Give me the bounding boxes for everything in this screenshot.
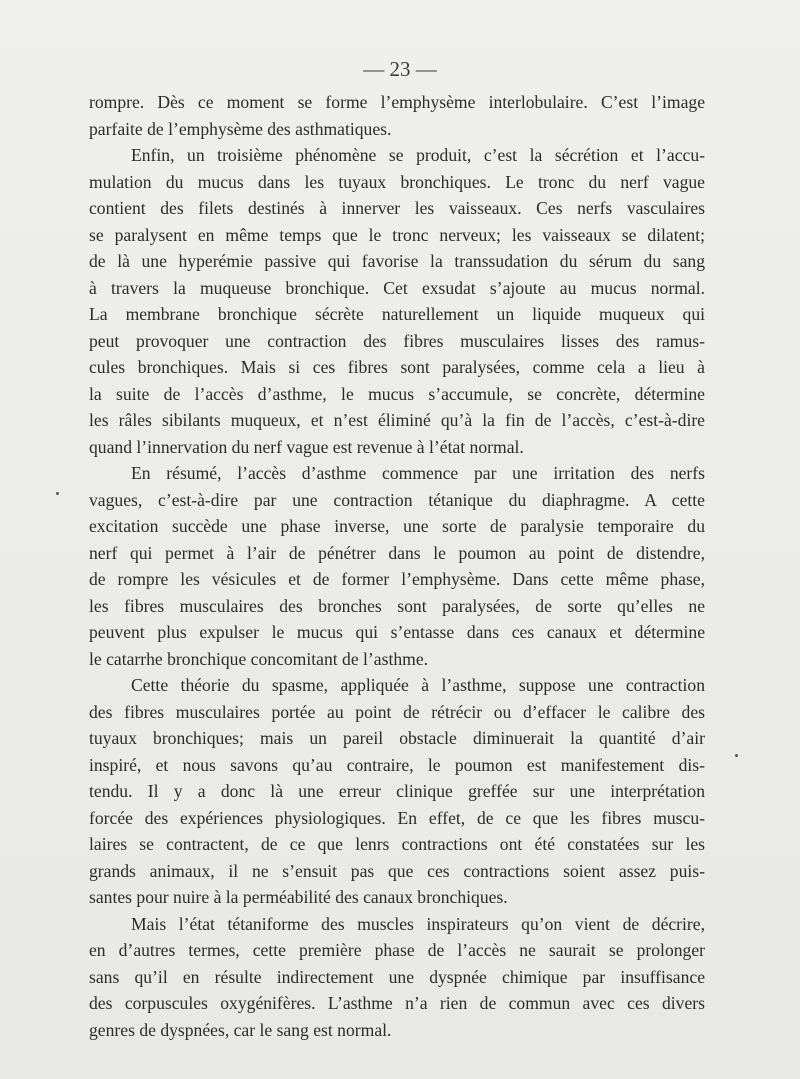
text-line: santes pour nuire à la perméabilité des canaux bronchiques. [89,887,508,907]
text-line: En résumé, l’accès d’asthme commence par une irritation des nerfs [131,463,705,483]
body-text [89,89,705,1043]
text-line: laires se contractent, de ce que lenrs contractions ont été constatées sur les [89,834,705,854]
text-line: à travers la muqueuse bronchique. Cet exsudat s’ajoute au mucus normal. [89,277,705,298]
text-line: des corpuscules oxygénifères. L’asthme n’a rien de commun avec ces divers [89,993,705,1013]
text-line: Mais l’état tétaniforme des muscles inspirateurs qu’on vient de décrire, [131,913,705,934]
text-line: excitation succède une phase inverse, une sorte de paralysie temporaire du [89,516,705,536]
text-line: le catarrhe bronchique concomitant de l’asthme. [89,648,429,669]
text-line: tuyaux bronchiques; mais un pareil obstacle diminuerait la quantité d’air [89,728,705,748]
text-line: vagues, c’est-à-dire par une contraction tétanique du diaphragme. A cette [89,489,705,510]
text-line: genres de dyspnées, car le sang est normal. [89,1019,392,1040]
text-line: La membrane bronchique sécrète naturellement un liquide muqueux qui [89,304,705,324]
text-line: des fibres musculaires portée au point de rétrécir ou d’effacer le calibre des [89,701,705,722]
text-line: cules bronchiques. Mais si ces fibres sont paralysées, comme cela a lieu à [89,357,705,377]
text-line: se paralysent en même temps que le tronc nerveux; les vaisseaux se dilatent; [89,224,705,245]
text-line: mulation du mucus dans les tuyaux bronchiques. Le tronc du nerf vague [89,171,705,192]
paragraph [89,460,705,672]
scan-speck [56,492,59,495]
paragraph [89,142,705,460]
text-line: la suite de l’accès d’asthme, le mucus s’accumule, se concrète, détermine [89,383,705,404]
text-line: de là une hyperémie passive qui favorise la transsudation du sérum du sang [89,251,705,271]
text-line: les râles sibilants muqueux, et n’est éliminé qu’à la fin de l’accès, c’est-à-dire [89,410,705,430]
text-line: quand l’innervation du nerf vague est revenue à l’état normal. [89,436,524,457]
text-line: inspiré, et nous savons qu’au contraire, le poumon est manifestement dis- [89,754,705,775]
text-line: peuvent plus expulser le mucus qui s’entasse dans ces canaux et détermine [89,622,705,642]
text-line: parfaite de l’emphysème des asthmatiques. [89,118,392,139]
text-line: Enfin, un troisième phénomène se produit, c’est la sécrétion et l’accu- [131,145,705,165]
text-line: peut provoquer une contraction des fibres musculaires lisses des ramus- [89,330,705,351]
text-line: nerf qui permet à l’air de pénétrer dans le poumon au point de distendre, [89,542,705,563]
paragraph [89,89,705,142]
text-line: les fibres musculaires des bronches sont paralysées, de sorte qu’elles ne [89,595,705,616]
paragraph [89,672,705,911]
text-line: grands animaux, il ne s’ensuit pas que ces contractions soient assez puis- [89,860,705,881]
text-line: rompre. Dès ce moment se forme l’emphysème interlobulaire. C’est l’image [89,92,705,112]
page-number: — 23 — [363,57,437,81]
text-line: Cette théorie du spasme, appliquée à l’asthme, suppose une contraction [131,675,705,695]
paragraph [89,911,705,1044]
text-line: de rompre les vésicules et de former l’emphysème. Dans cette même phase, [89,569,705,589]
text-line: tendu. Il y a donc là une erreur clinique greffée sur une interprétation [89,781,705,801]
scan-speck [735,754,738,757]
text-line: en d’autres termes, cette première phase de l’accès ne saurait se prolonger [89,940,705,960]
text-line: contient des filets destinés à innerver les vaisseaux. Ces nerfs vasculaires [89,198,705,218]
text-line: forcée des expériences physiologiques. En effet, de ce que les fibres muscu- [89,807,705,828]
text-line: sans qu’il en résulte indirectement une dyspnée chimique par insuffisance [89,966,705,987]
